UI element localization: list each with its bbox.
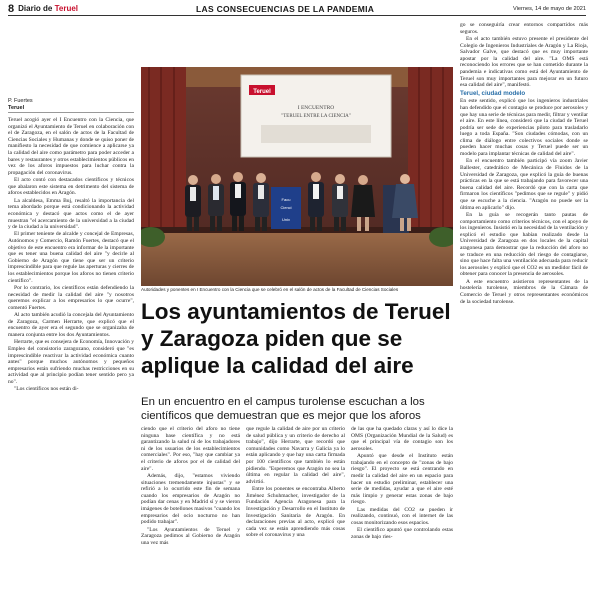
paragraph: Herrarte, que es consejera de Economía, Innovación y Empleo del consistorio zaragozano, consideró que "es imprescindible reactivar la actividad económica cuanto antes" porque muchos autónomos y pequeños empresarios están sufriendo muchas restricciones en su actividad que al principio podían tener sentido pero ya no". xyxy=(8,339,134,385)
article-column-1 xyxy=(8,117,134,597)
paragraph: En el encuentro también participó vía zoom Javier Ballester, catedrático de Mecánica de Fluidos de la Universidad de Zaragoza, que explicó la guía de buenas prácticas en la que se está trabajando para favorecer una buena calidad del aire. Recordó que con la carta que firmaron los científicos "pedimos que se regule" y pidió que se escuche a la ciencia. "Aragón no puede ser la última en aplicarlo" dijo. xyxy=(460,158,588,211)
page-header xyxy=(8,2,586,16)
brand-name: Teruel xyxy=(54,4,79,13)
screen-title-1: I ENCUENTRO xyxy=(297,105,335,111)
paragraph: que regule la calidad de aire por un criterio de salud pública y un criterio de derecho al trabajo", dijo Herrarte, que recordó que comunidades como Navarra y Galicia ya lo están aplicando y que hay una carta firmada por 100 científicos que también lo están pidiendo. "Esperemos que Aragón no sea la última en regular la calidad del aire", advirtió. xyxy=(246,426,345,485)
paragraph: go se conseguiría crear entornos compartidos más seguros. xyxy=(460,22,588,35)
byline-organization: Teruel xyxy=(8,105,134,114)
paragraph: El acto contó con destacados científicos y técnicos que abalaron este sistema en detrimento del sistema de aforos establecidos en Aragón. xyxy=(8,177,134,197)
paragraph: Por lo contrario, los científicos están defendiendo la necesidad de medir la calidad del aire "y nosotros queremos explicar a los empresarios lo que ocurre", comentó Fuertes. xyxy=(8,285,134,311)
issue-date: Viernes, 14 de mayo de 2021 xyxy=(513,5,586,12)
screen-title-2: "TERUEL ENTRE LA CIENCIA" xyxy=(281,114,351,119)
headline: Los ayuntamientos de Teruel y Zaragoza piden que se aplique la calidad del aire xyxy=(141,299,451,378)
byline xyxy=(8,98,134,115)
brand-prefix: Diario de xyxy=(18,4,53,13)
paragraph: de las que ha quedado claras y así lo dice la OMS (Organización Mundial de la Salud) es que el principal vía de contagio son los aerosoles. xyxy=(351,426,453,452)
photo-illustration xyxy=(141,67,453,286)
section-title: LAS CONSECUENCIAS DE LA PANDEMIA xyxy=(196,3,375,14)
paragraph: En este sentido, explicó que los ingenieros industriales han defendido que el contagio se produce por aerosoles y que hay una serie de técnicas para medir, filtrar y ventilar el aire. En este línea, consideró que la ciudad de Teruel podría ser sede de experiencias piloto para trasladarlo luego a toda España. "Son ciudades cómodas, con un clima de diálogo entre colectivos sociales donde se pueden hacer muchas cosas y Teruel puede ser un modelo para implantar técnicas de calidad del aire". xyxy=(460,98,588,158)
author: P. Fuertes xyxy=(8,98,33,104)
paragraph: Teruel acogió ayer el I Encuentro con la Ciencia, que organizó el Ayuntamiento de Teruel en colaboración con el de Zaragoza, en el salón de actos de la Facultad de Ciencias Sociales y Humanas y donde se quiso poner de manifiesto la necesidad de que comience a aplicarse ya la calidad del aire como parámetro para poder acceder a bares y restaurantes y otros establecimientos públicos en vez de los aforos impuestos para luchar contra la propagación del coronavirus. xyxy=(8,117,134,176)
paragraph: Las medidas del CO2 se pueden ir realizando, continuó, con el internet de las cosas monitorizando esos espacios. xyxy=(351,506,453,526)
article-column-4 xyxy=(351,426,453,598)
photo-caption: Autoridades y ponentes en I Encuentro con la Ciencia que se celebró en el salón de actos de la Facultad de Ciencias Sociales xyxy=(141,287,399,292)
paragraph: Al acto también acudió la concejala del Ayuntamiento de Zaragoza, Carmen Herrarte, que explicó que el encuentro de ayer era el segundo que se organizaba de manera conjunta entre los dos Ayuntamientos. xyxy=(8,312,134,338)
article-column-2 xyxy=(141,426,240,598)
paragraph: El científico apuntó que controlando estas zonas de bajo ries- xyxy=(351,527,453,540)
paragraph: En la guía se recogerán tanto pautas de comportamiento como criterios técnicos, con el apoyo de los ingenieros. Insistió en la necesidad de la ventilación y explicó el estudio que habían realizado desde la Universidad de Zaragoza en dos locales de la capital aragonesa para demostrar que la reducción del aforo no se traduce en una reducción del riesgo de contagiarse, sino que hace falta una ventilación adecuada para reducir los aerosoles y explicó que el CO2 es un medidor fácil de obtener para conocer la presencia de aerosoles. xyxy=(460,212,588,278)
paragraph: "Los científicos nos están di- xyxy=(14,386,79,393)
paragraph: Entre los ponentes se encontraba Alberto Jiménez Schuhmacher, investigador de la Fundación Agencia Aragonesa para la Investigación y Desarrollo en el Instituto de Investigación Sanitaria de Aragón. En declaraciones previas al acto, explicó que cada vez se están aprendiendo más cosas sobre el coronavirus y una xyxy=(246,486,345,539)
paragraph: Además, dijo, "estamos viviendo situaciones tremendamente injustas" y se refirió a lo ocurrido este fin de semana cuando los empresarios de Aragón no podían dar cenas y en Madrid sí y se vieron imágenes de botellones masivos "cuando los empresarios del ocio nocturno no han podido trabajar". xyxy=(141,472,240,526)
paragraph: ciendo que el criterio del aforo no tiene ninguna base científica y no está garantizando la salud ni de los trabajadores ni de los usuarios de los establecimientos comerciales". Por eso, "hay que cambiar ya el criterio de aforos por el de calidad del aire". xyxy=(141,426,240,472)
subheadline: En un encuentro en el campus turolense escuchan a los científicos que demuestran que es mejor que los aforos xyxy=(141,396,425,422)
paragraph: En el acto también estuvo presente el presidente del Colegio de Ingenieros Industriales de Aragón y La Rioja, Salvador Galve, que destacó que es muy importante apostar por la calidad del aire. "La OMS está reconociendo los errores que se han cometido durante la pandemia e indicativas como está del Ayuntamiento de Teruel son muy importantes para mejorar en un futuro esa calidad del aire", manifestó. xyxy=(460,35,588,89)
article-photo xyxy=(141,67,453,286)
section-subtitle: Teruel, ciudad modelo xyxy=(460,89,526,97)
svg-text:Univ: Univ xyxy=(281,217,291,222)
paragraph: El primer teniente de alcalde y concejal de Empresas, Autónomos y Comercio, Ramón Fuertes, destacó que el objetivo de este encuentro era informar de la importante que es tener una buena calidad del aire "y decirle al Gobierno de Aragón que tiene que ser un criterio imprescindible para que regule las aperturas y cierres de los establecimientos porque los aforos no tienen criterio científico". xyxy=(8,231,134,284)
article-column-5 xyxy=(460,22,588,598)
column-5-part-a xyxy=(460,22,588,89)
paragraph: Apuntó que desde el Instituto están trabajando en el concepto de "zonas de bajo riesgo". El proyecto se está centrando en medir la calidad del aire en un espacio para hacer un estudio preliminar, establecer una serie de medidas, ayudar a que el aire esté más limpio y generar estas zonas de bajo riesgo. xyxy=(351,453,453,506)
paragraph: "Los Ayuntamientos de Teruel y Zaragoza pedimos al Gobierno de Aragón una vez más xyxy=(141,526,240,546)
paragraph: A este encuentro asistieron representantes de la hostelería turolense, miembros de la Cámara de Comercio de Teruel y otros representantes económicos de la sociedad turolense. xyxy=(460,278,588,305)
screen-logo-text: Teruel xyxy=(253,89,271,95)
paragraph: La alcaldesa, Emma Buj, resaltó la importancia del tema abordado porque está condicionando la actividad económica y destacó que actos como el de ayer muestran "el acercamiento de la universidad a la ciudad y de la ciudad a la universidad". xyxy=(8,197,134,231)
column-5-part-b xyxy=(460,98,588,305)
article-column-3 xyxy=(246,426,345,598)
page-number: 8 xyxy=(8,2,15,15)
svg-text:Facu: Facu xyxy=(281,197,291,202)
svg-text:Cienci: Cienci xyxy=(280,205,292,210)
newspaper-logo xyxy=(18,4,78,13)
